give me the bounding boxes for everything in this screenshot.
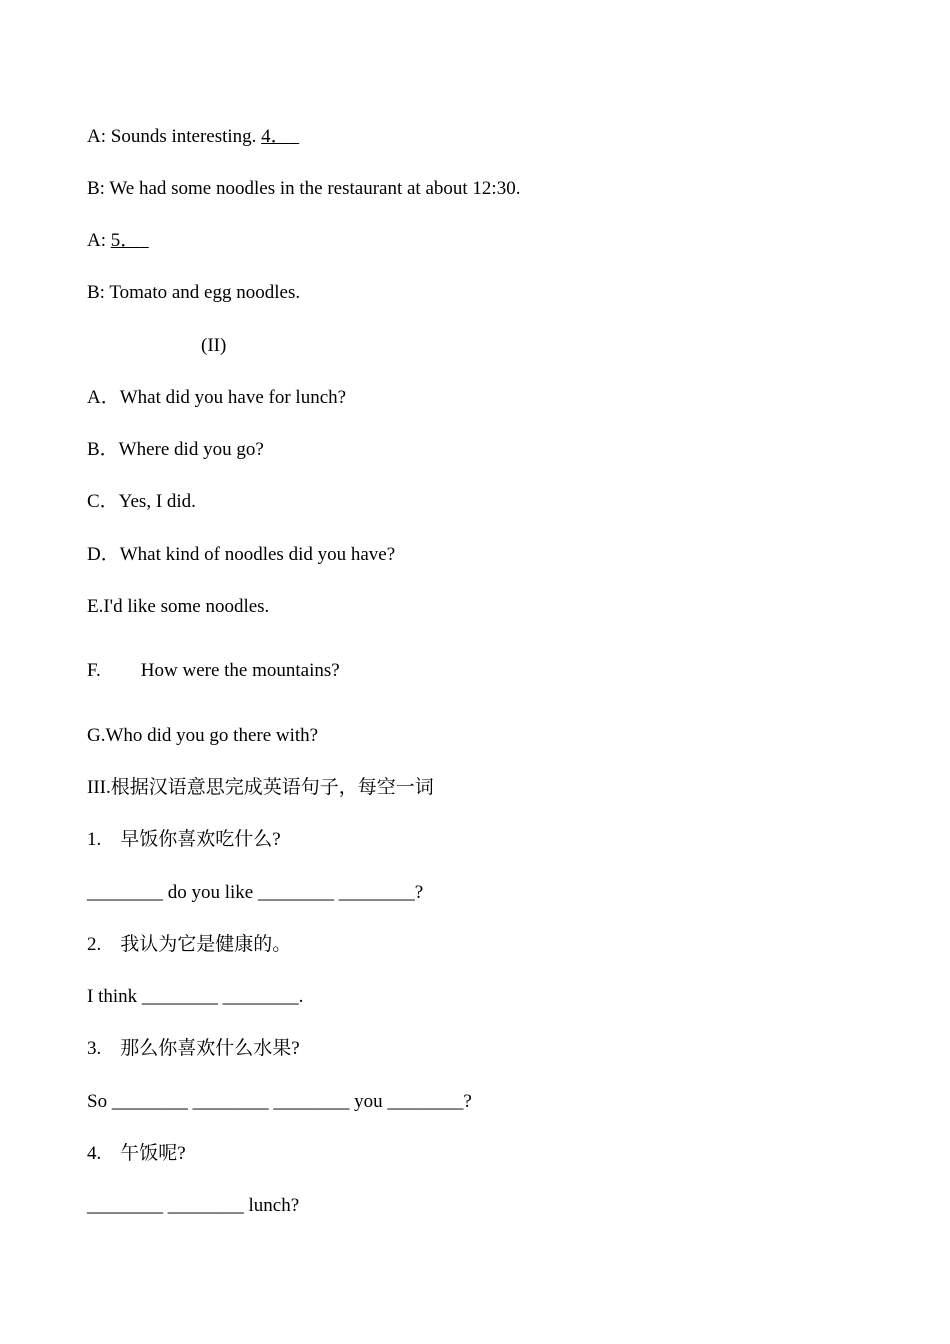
option-f-text: How were the mountains? (140, 660, 340, 681)
question-1-chinese: 1. 早饭你喜欢吃什么? (87, 829, 281, 850)
question-2-english[interactable]: I think ________ ________. (87, 986, 304, 1007)
answer-blank-4[interactable]: 4． (261, 126, 290, 147)
question-4-english[interactable]: ________ ________ lunch? (87, 1195, 300, 1216)
dialogue-line-b1: B: We had some noodles in the restaurant at about 12:30. (87, 178, 521, 199)
section-heading-iii: III.根据汉语意思完成英语句子，每空一词 (87, 777, 434, 798)
question-2-chinese: 2. 我认为它是健康的。 (87, 934, 292, 955)
dialogue-line-a1 (87, 126, 299, 148)
option-a: A．What did you have for lunch? (87, 387, 347, 408)
question-3-english[interactable]: So ________ ________ ________ you ________? (87, 1091, 472, 1112)
answer-blank-5[interactable]: 5． (110, 230, 140, 251)
option-f-label: F. (87, 660, 101, 681)
dialogue-line-b2: B: Tomato and egg noodles. (87, 282, 301, 303)
dialogue-text: A: (87, 230, 111, 251)
dialogue-line-a2 (87, 230, 149, 252)
question-4-chinese: 4. 午饭呢? (87, 1143, 186, 1164)
question-1-english[interactable]: ________ do you like ________ ________? (87, 882, 424, 903)
option-b: B．Where did you go? (87, 439, 264, 460)
option-c: C．Yes, I did. (87, 491, 196, 512)
option-g: G.Who did you go there with? (87, 725, 319, 746)
dialogue-text: A: Sounds interesting. (87, 126, 262, 147)
section-heading-ii: (II) (201, 335, 227, 356)
option-d: D．What kind of noodles did you have? (87, 544, 396, 565)
option-f (87, 660, 340, 682)
option-e: E.I'd like some noodles. (87, 596, 270, 617)
question-3-chinese: 3. 那么你喜欢什么水果? (87, 1038, 300, 1059)
